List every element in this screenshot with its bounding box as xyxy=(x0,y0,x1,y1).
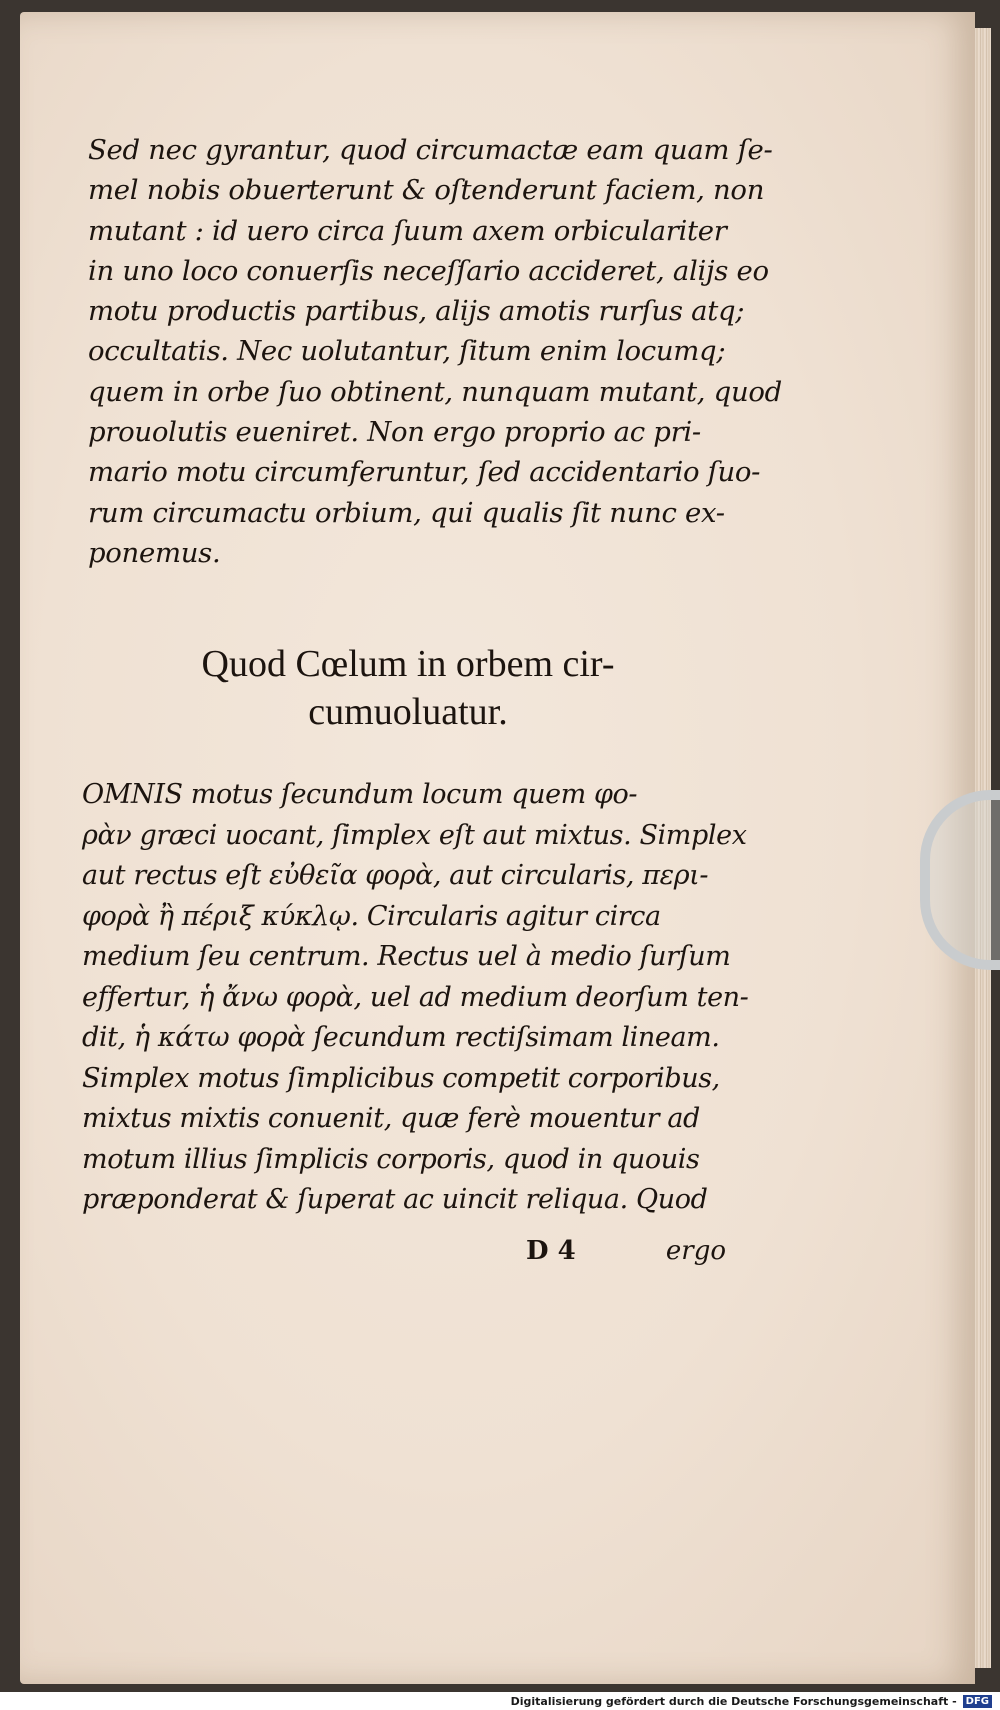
text-line: motu productis partibus, alijs amotis rurſus atq; xyxy=(88,295,745,328)
credit-text: Digitalisierung gefördert durch die Deutsche Forschungsgemeinschaft - xyxy=(510,1694,957,1708)
text-line: prouolutis eueniret. Non ergo proprio ac pri- xyxy=(88,416,701,449)
heading-line: cumuoluatur. xyxy=(308,691,508,733)
text-line: Sed nec gyrantur, quod circumactæ eam quam ſe- xyxy=(88,134,773,166)
paragraph-1 xyxy=(88,130,782,573)
text-line: mutant : id uero circa ſuum axem orbiculariter xyxy=(88,214,727,247)
page-footer-line xyxy=(526,1236,726,1266)
text-line: mel nobis obuerterunt & oſtenderunt faciem, non xyxy=(88,174,765,207)
text-line: φορὰ ἢ πέριξ κύκλῳ. Circularis agitur circa xyxy=(82,900,661,932)
text-line: medium ſeu centrum. Rectus uel à medio ſurſum xyxy=(82,941,731,972)
text-line: mixtus mixtis conuenit, quæ ferè mouentur ad xyxy=(82,1103,700,1134)
text-line: occultatis. Nec uolutantur, ſitum enim locumq; xyxy=(88,335,726,368)
text-line: Simplex motus ſimplicibus competit corporibus, xyxy=(82,1062,720,1094)
text-line: effertur, ἡ ἄνω φορὰ, uel ad medium deorſum ten- xyxy=(82,981,749,1013)
text-line: aut rectus eſt εὐθεῖα φορὰ, aut circularis, περι- xyxy=(82,860,709,891)
signature-mark: D 4 xyxy=(526,1236,576,1266)
text-line: dit, ἡ κάτω φορὰ ſecundum rectiſsimam lineam. xyxy=(82,1022,720,1053)
text-line: mario motu circumferuntur, ſed accidentario ſuo- xyxy=(88,456,761,489)
dfg-logo-icon: DFG xyxy=(963,1695,992,1708)
text-line: motum illius ſimplicis corporis, quod in quouis xyxy=(82,1143,700,1175)
heading-line: Quod Cœlum in orbem cir- xyxy=(201,643,615,685)
paragraph-2 xyxy=(82,775,749,1221)
text-line: quem in orbe ſuo obtinent, nunquam mutant, quod xyxy=(88,375,782,408)
text-line: OMNIS motus ſecundum locum quem φο- xyxy=(82,779,638,810)
text-line: ponemus. xyxy=(88,536,221,569)
text-line: in uno loco conuerſis neceſſario accideret, alijs eo xyxy=(88,254,769,287)
section-heading xyxy=(88,640,728,736)
text-line: rum circumactu orbium, qui qualis ſit nunc ex- xyxy=(88,496,725,529)
text-line: ρὰν græci uocant, ſimplex eſt aut mixtus. Simplex xyxy=(82,819,747,851)
digitization-credit xyxy=(0,1692,1000,1710)
text-line: præponderat & ſuperat ac uincit reliqua. Quod xyxy=(82,1184,708,1215)
catchword: ergo xyxy=(665,1236,726,1266)
